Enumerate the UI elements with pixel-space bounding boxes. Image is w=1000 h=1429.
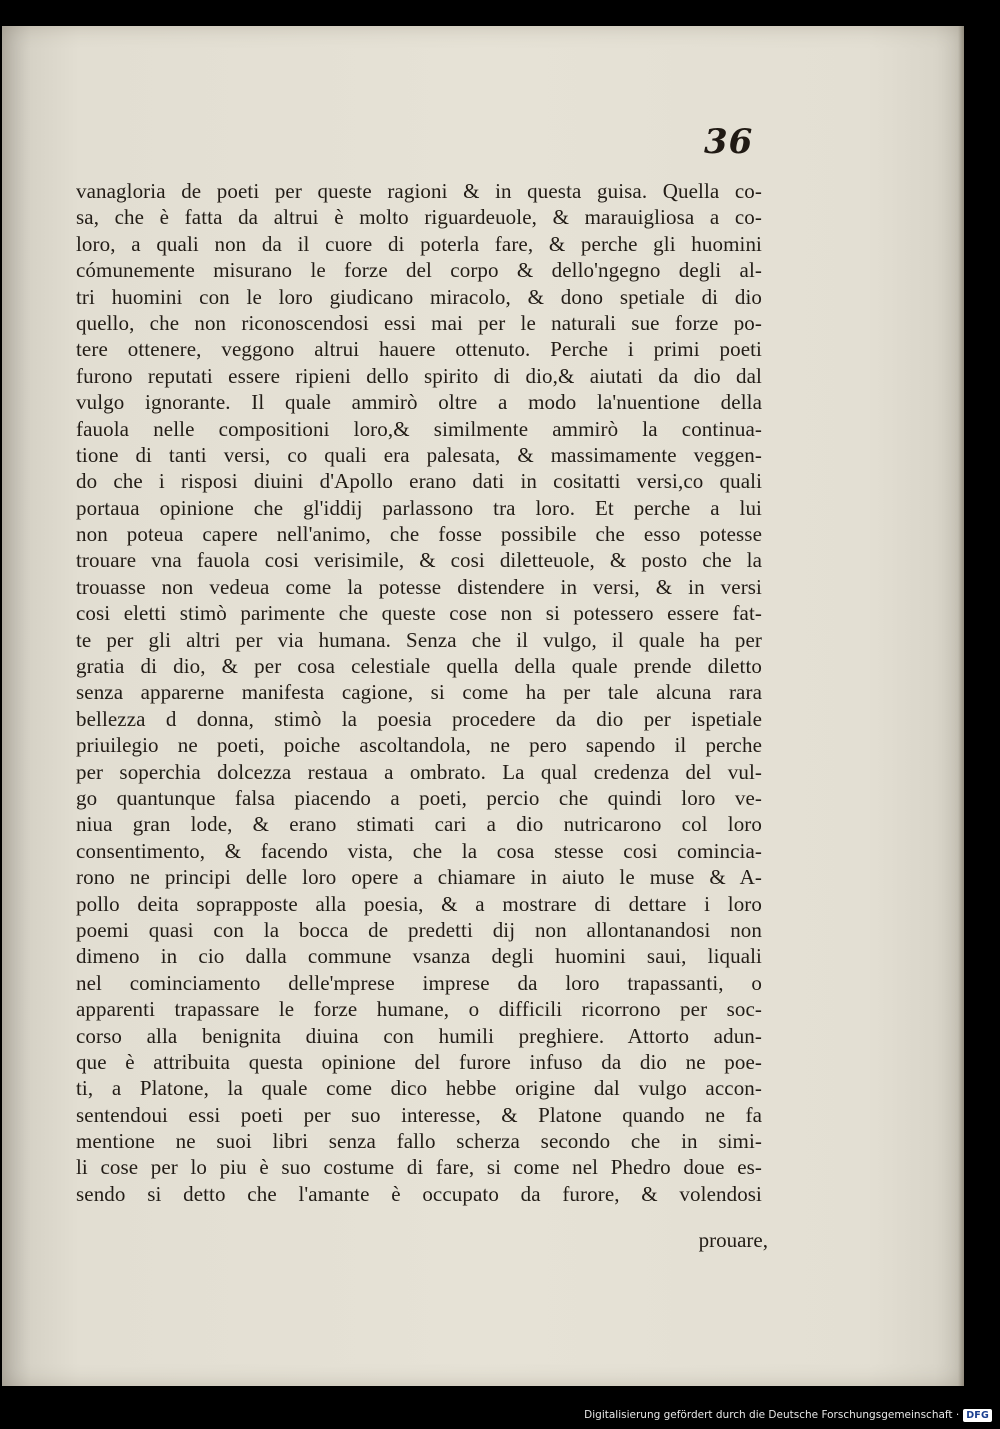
text-line: priuilegio ne poeti, poiche ascoltandola, ne pero sapendo il perche xyxy=(76,733,762,758)
text-line: tere ottenere, veggono altrui hauere ottenuto. Perche i primi poeti xyxy=(76,337,762,362)
text-line: bellezza d donna, stimò la poesia procedere da dio per ispetiale xyxy=(76,706,762,731)
text-line: que è attribuita questa opinione del furore infuso da dio ne poe- xyxy=(76,1049,762,1074)
text-line: poemi quasi con la bocca de predetti dij non allontanandosi non xyxy=(76,917,762,942)
text-line: fauola nelle compositioni loro,& similmente ammirò la continua- xyxy=(76,416,762,441)
text-line: ti, a Platone, la quale come dico hebbe origine dal vulgo accon- xyxy=(76,1076,762,1101)
text-line: vulgo ignorante. Il quale ammirò oltre a modo la'nuentione della xyxy=(76,390,762,415)
text-line: vanagloria de poeti per queste ragioni & in questa guisa. Quella co- xyxy=(76,179,762,203)
text-line: nel cominciamento delle'mprese imprese da loro trapassanti, o xyxy=(76,970,762,995)
text-line: loro, a quali non da il cuore di poterla fare, & perche gli huomini xyxy=(76,231,762,256)
text-line: sa, che è fatta da altrui è molto riguardeuole, & marauigliosa a co- xyxy=(76,205,762,230)
text-line: non poteua capere nell'animo, che fosse possibile che esso potesse xyxy=(76,522,762,547)
text-line: quello, che non riconoscendosi essi mai per le naturali sue forze po- xyxy=(76,310,762,335)
text-line: corso alla benignita diuina con humili preghiere. Attorto adun- xyxy=(76,1023,762,1048)
digitization-credit xyxy=(584,1407,992,1423)
text-line: dimeno in cio dalla commune vsanza degli huomini saui, liquali xyxy=(76,944,762,969)
text-line: li cose per lo piu è suo costume di fare, si come nel Phedro doue es- xyxy=(76,1155,762,1180)
text-line: rono ne principi delle loro opere a chiamare in aiuto le muse & A- xyxy=(76,865,762,890)
text-line: apparenti trapassare le forze humane, o difficili ricorrono per soc- xyxy=(76,997,762,1022)
page-edge-shadow xyxy=(958,26,964,1386)
text-line: portaua opinione che gl'iddij parlassono tra loro. Et perche a lui xyxy=(76,495,762,520)
text-line: furono reputati essere ripieni dello spirito di dio,& aiutati da dio dal xyxy=(76,363,762,388)
text-block xyxy=(76,178,762,1207)
text-line: tri huomini con le loro giudicano miracolo, & dono spetiale di dio xyxy=(76,284,762,309)
text-line: sendo si detto che l'amante è occupato da furore, & volendosi xyxy=(76,1181,762,1206)
text-line: trouasse non vedeua come la potesse distendere in versi, & in versi xyxy=(76,574,762,599)
text-line: cómunemente misurano le forze del corpo & dello'ngegno degli al- xyxy=(76,258,762,283)
text-line: go quantunque falsa piacendo a poeti, percio che quindi loro ve- xyxy=(76,785,762,810)
text-line: pollo deita soprapposte alla poesia, & a mostrare di dettare i loro xyxy=(76,891,762,916)
text-line: trouare vna fauola cosi verisimile, & cosi dilettеuole, & posto che la xyxy=(76,548,762,573)
dfg-logo-icon: DFG xyxy=(963,1409,992,1422)
book-page xyxy=(2,26,964,1386)
page-number: 36 xyxy=(704,122,754,162)
text-line: senza apparerne manifesta cagione, si come ha per tale alcuna rara xyxy=(76,680,762,705)
text-line: tione di tanti versi, co quali era palesata, & massimamente veggen- xyxy=(76,442,762,467)
text-line: niua gran lode, & erano stimati cari a dio nutricarono col loro xyxy=(76,812,762,837)
text-line: cosi eletti stimò parimente che queste cose non si potessero essere fat- xyxy=(76,601,762,626)
text-line: sentendoui essi poeti per suo interesse, & Platone quando ne fa xyxy=(76,1102,762,1127)
catchword: prouare, xyxy=(698,1228,768,1252)
text-line: te per gli altri per via humana. Senza che il vulgo, il quale ha per xyxy=(76,627,762,652)
text-line: do che i risposi diuini d'Apollo erano dati in cositatti versi,co quali xyxy=(76,469,762,494)
text-line: mentione ne suoi libri senza fallo scherza secondo che in simi- xyxy=(76,1129,762,1154)
text-line: consentimento, & facendo vista, che la cosa stesse cosi comincia- xyxy=(76,838,762,863)
text-line: gratia di dio, & per cosa celestiale quella della quale prende diletto xyxy=(76,654,762,679)
text-line: per soperchia dolcezza restaua a ombrato. La qual credenza del vul- xyxy=(76,759,762,784)
credit-text: Digitalisierung gefördert durch die Deutsche Forschungsgemeinschaft · xyxy=(584,1409,960,1421)
